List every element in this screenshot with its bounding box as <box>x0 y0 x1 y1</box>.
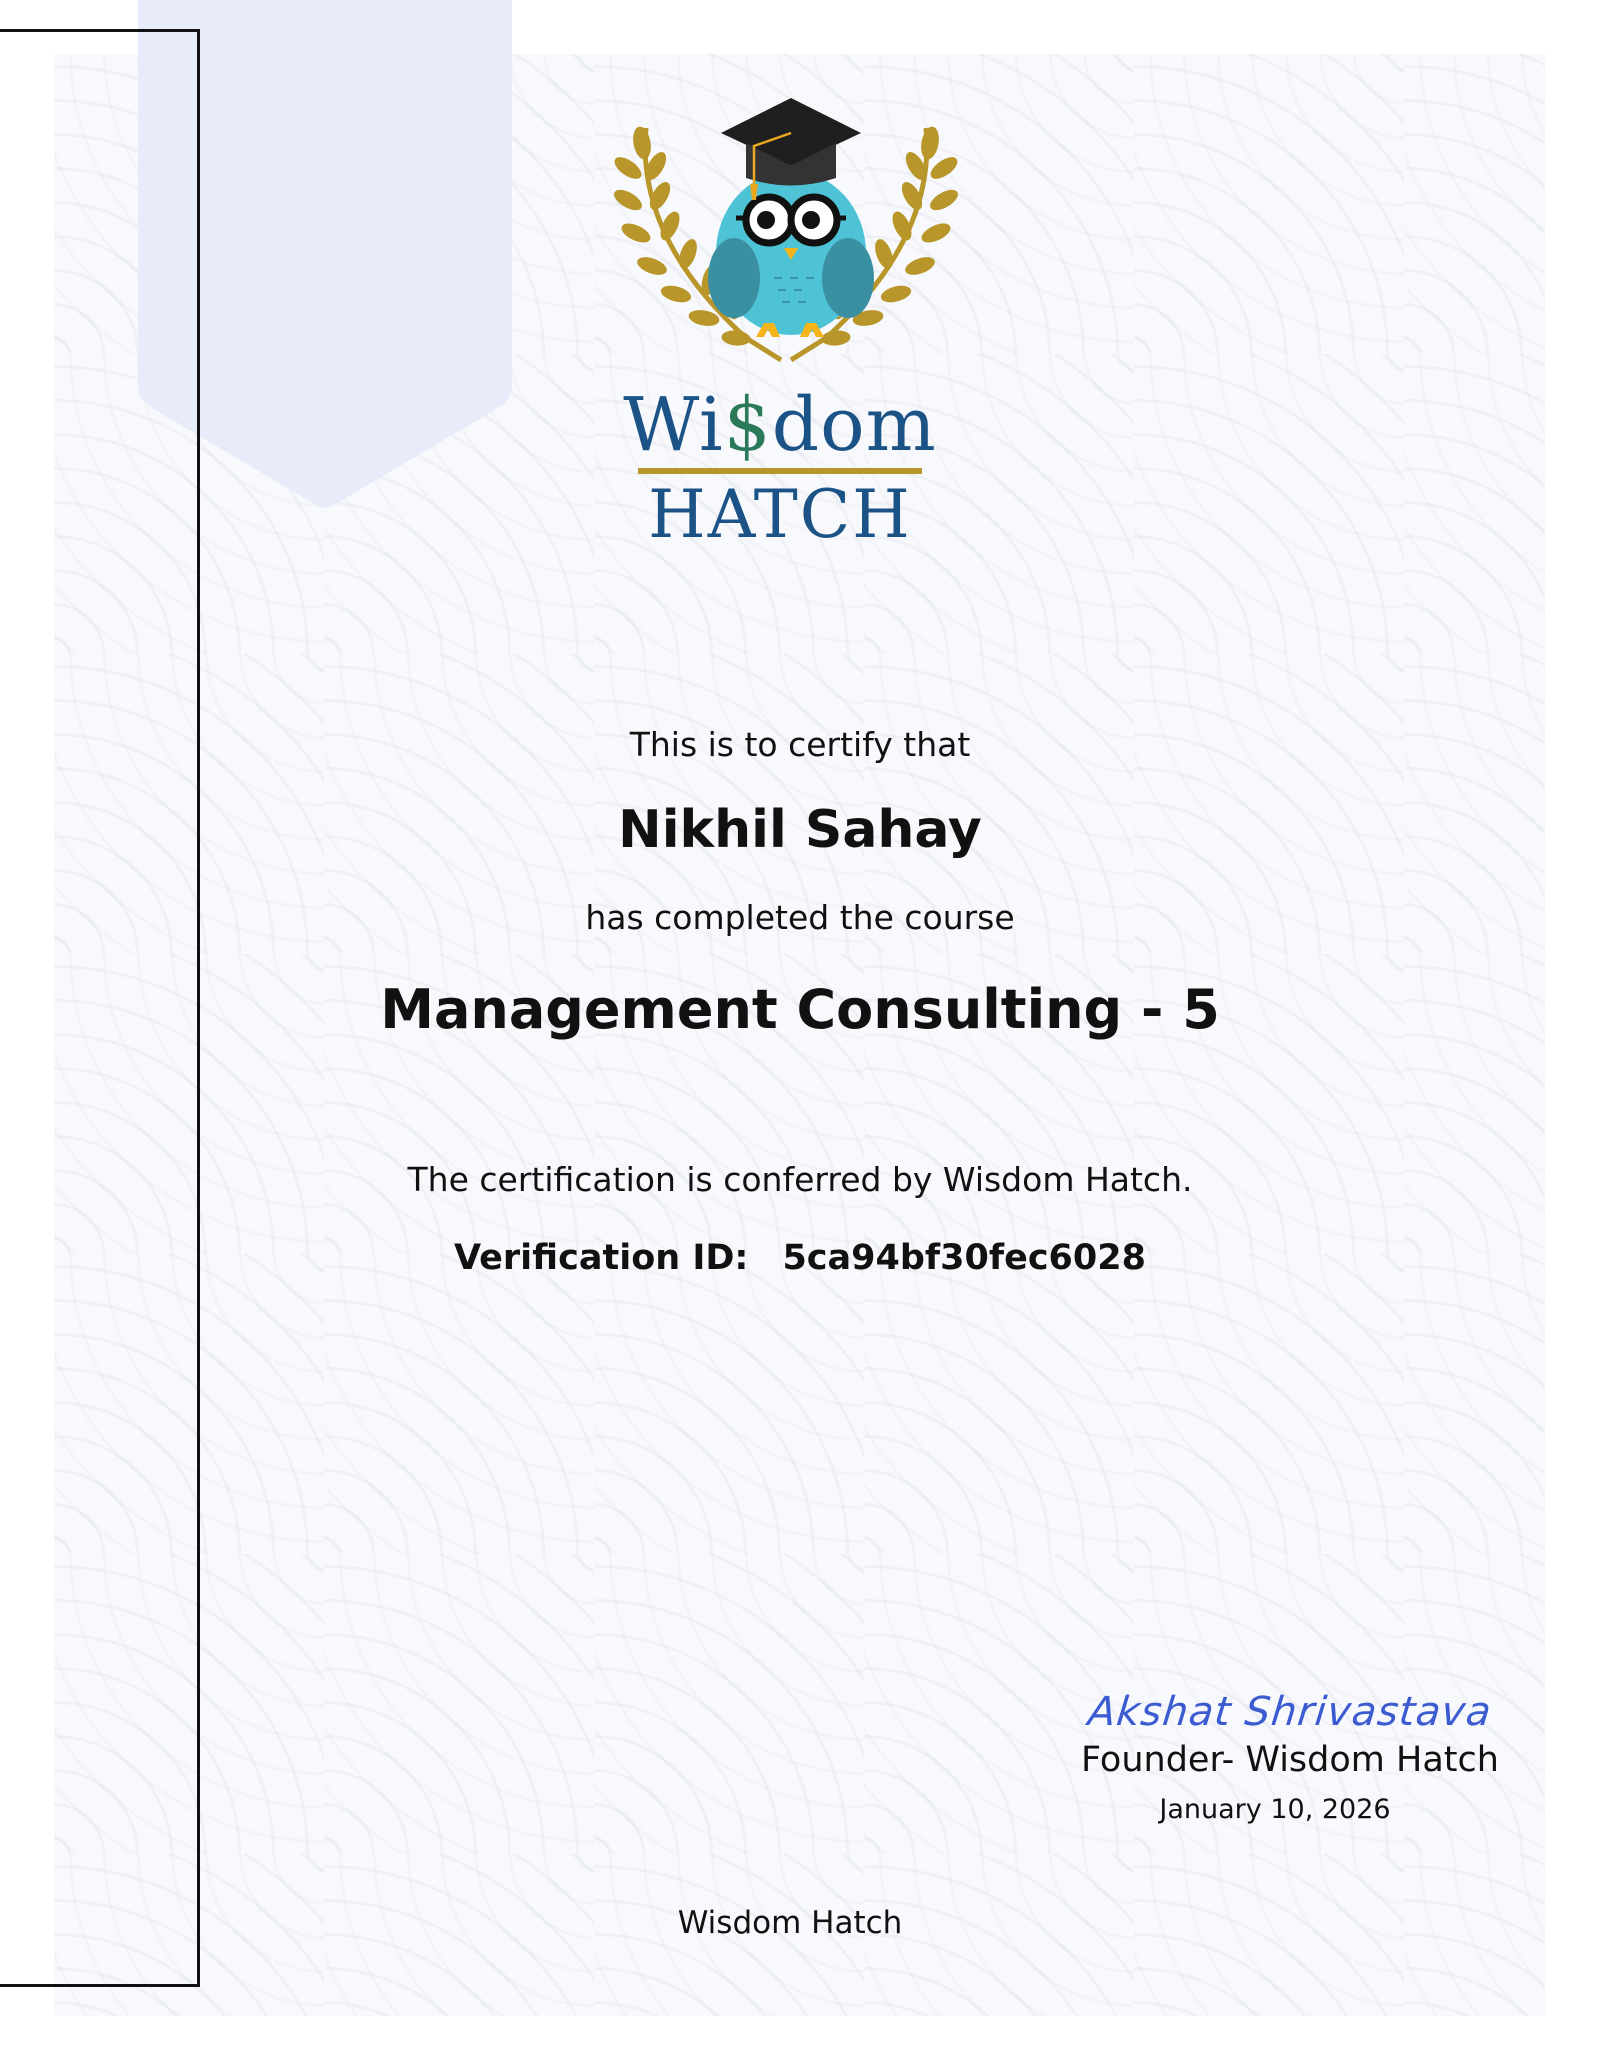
signature-block <box>1040 1690 1540 1825</box>
wordmark-wisdom-prefix: Wi <box>623 382 724 468</box>
wordmark-wisdom-suffix: dom <box>771 382 937 468</box>
recipient-name: Nikhil Sahay <box>618 800 982 860</box>
verification-row <box>0 1238 1600 1278</box>
verification-id: 5ca94bf30fec6028 <box>782 1238 1146 1278</box>
wordmark-dollar-glyph: $ <box>723 382 772 468</box>
conferred-by-text: The certification is conferred by Wisdom Hatch. <box>407 1160 1193 1199</box>
signer-title: Founder- Wisdom Hatch <box>1081 1740 1499 1780</box>
certify-intro-text: This is to certify that <box>629 725 971 764</box>
wordmark-gold-divider <box>638 468 922 474</box>
course-name: Management Consulting - 5 <box>380 978 1220 1041</box>
wordmark-wisdom <box>620 382 940 468</box>
completed-course-text: has completed the course <box>585 898 1015 937</box>
footer-brand-name: Wisdom Hatch <box>677 1905 903 1941</box>
wordmark-hatch: HATCH <box>648 476 912 553</box>
signer-signature: Akshat Shrivastava <box>1085 1689 1495 1735</box>
owl-with-graduation-cap-and-laurel-icon <box>606 88 966 388</box>
verification-label: Verification ID: <box>454 1238 749 1278</box>
issue-date: January 10, 2026 <box>1159 1794 1391 1825</box>
brand-wordmark <box>620 382 940 553</box>
